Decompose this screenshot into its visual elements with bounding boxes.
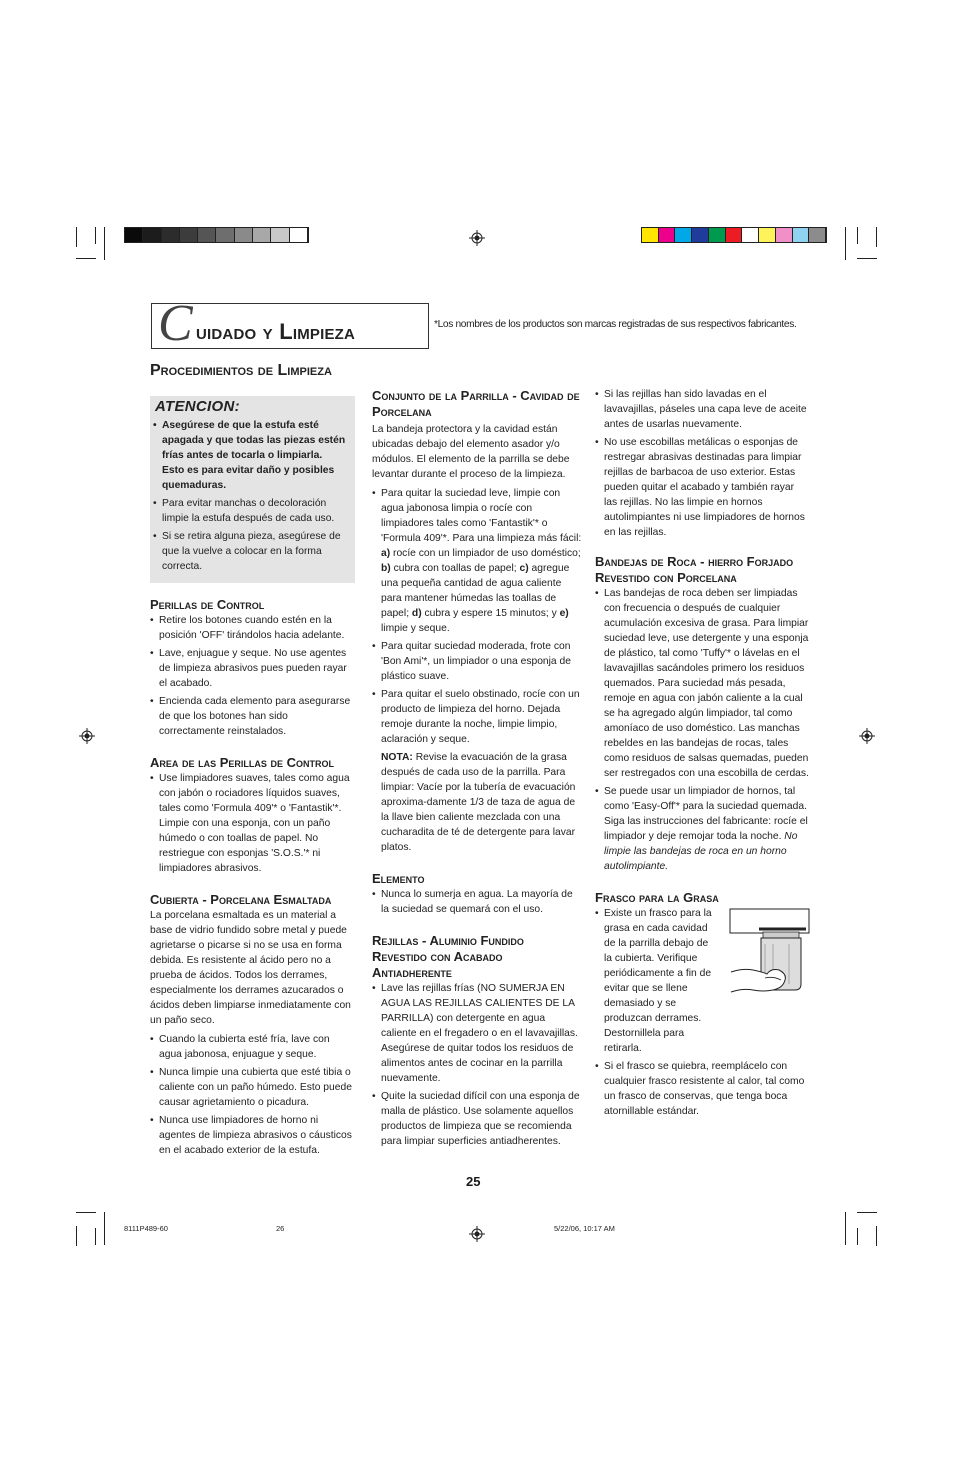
color-swatch xyxy=(759,228,776,242)
color-swatch xyxy=(290,228,308,242)
color-swatch xyxy=(216,228,234,242)
list-item: • Encienda cada elemento para asegurarse de que los botones han sido correctamente reinstalados. xyxy=(150,694,355,739)
color-swatch xyxy=(809,228,826,242)
crop-mark xyxy=(845,227,846,260)
gray-calibration-bar xyxy=(124,227,309,243)
color-swatch xyxy=(642,228,659,242)
subheading-perillas: Perillas de Control xyxy=(150,597,265,612)
list-item: • Use limpiadores suaves, tales como agua con jabón o rociadores líquidos suaves, tales como 'Formula 409'* o 'Fantastik'*. Limpie con una esponja, con un paño húmedo o con toallas de papel. No restriegue con esponjas 'S.O.S.'* ni limpiadores abrasivos. xyxy=(150,771,355,876)
attention-box xyxy=(150,396,355,583)
slug-page: 26 xyxy=(276,1224,285,1233)
column-2 xyxy=(372,388,582,1152)
list-item: • Nunca limpie una cubierta que esté tibia o caliente con un paño húmedo. Esto puede causar agrietamiento o picadura. xyxy=(150,1065,355,1110)
registration-mark-icon xyxy=(79,728,95,744)
crop-mark xyxy=(104,1212,105,1245)
crop-mark xyxy=(95,227,96,244)
crop-mark xyxy=(845,1212,846,1245)
subheading-elemento: Elemento xyxy=(372,871,425,886)
subheading-area: Area de las Perillas de Control xyxy=(150,755,335,770)
list-item: • Quite la suciedad difícil con una esponja de malla de plástico. Use solamente aquellos productos de limpieza que se recomienda para limpiar superficies antiadherentes. xyxy=(372,1089,582,1149)
color-swatch xyxy=(253,228,271,242)
color-swatch xyxy=(162,228,180,242)
color-swatch xyxy=(692,228,709,242)
crop-mark xyxy=(76,227,77,247)
list-item: • Nunca use limpiadores de horno ni agentes de limpieza abrasivos o cáusticos en el acabado exterior de la estufa. xyxy=(150,1113,355,1158)
slug-date: 5/22/06, 10:17 AM xyxy=(554,1224,615,1233)
subheading-conjunto: Conjunto de la Parrilla - Cavidad de Porcelana xyxy=(372,388,580,419)
crop-mark xyxy=(857,258,877,259)
page-number: 25 xyxy=(466,1174,481,1189)
list-item: • Para quitar la suciedad leve, limpie con agua jabonosa limpia o rocíe con limpiadores tales como 'Fantastik'* o 'Formula 409'*. Para una limpieza más fácil: a) rocíe con un limpiador de uso doméstico; b) cubra con toallas de papel; c) agregue una pequeña cantidad de agua caliente para mantener húmedas las toallas de papel; d) cubra y espere 15 minutos; y e) limpie y seque. xyxy=(372,486,582,636)
trademark-footnote: *Los nombres de los productos son marcas registradas de sus respectivos fabricantes. xyxy=(434,319,797,330)
attention-item: • Asegúrese de que la estufa esté apagada y que todas las piezas estén frías antes de tocarla o limpiarla. Esto es para evitar daño y posibles quemaduras. xyxy=(153,418,347,493)
list-item: • Las bandejas de roca deben ser limpiadas con frecuencia o después de cualquier acumulación excesiva de grasa. Para limpiar suciedad leve, use detergente y una esponja de plástico, tal como 'Tuffy'* o lávelas en el lavavajillas sacándoles primero los residuos quemados. Para suciedad más pesada, remoje en agua con jabón caliente a la cual se ha agregado algún limpiador, tal como amoníaco de uso doméstico. Las manchas rebeldes en las bandejas de rocas, tales como residuos de salsas quemadas, pueden ser restregados con una escobilla de cerdas. xyxy=(595,586,810,781)
subheading-frasco: Frasco para la Grasa xyxy=(595,890,719,905)
crop-mark xyxy=(76,1226,77,1246)
grease-jar-illustration xyxy=(729,908,811,1000)
list-item: • Si el frasco se quiebra, reemplácelo con cualquier frasco resistente al calor, tal como un frasco de conservas, que tenga boca atornillable estándar. xyxy=(595,1059,810,1119)
crop-mark xyxy=(95,1228,96,1245)
crop-mark xyxy=(857,1228,858,1245)
title-initial: C xyxy=(158,295,193,352)
color-swatch xyxy=(271,228,289,242)
column-1 xyxy=(150,396,355,1161)
color-swatch xyxy=(180,228,198,242)
list-item: • Nunca lo sumerja en agua. La mayoría de la suciedad se quemará con el uso. xyxy=(372,887,582,917)
list-item: • Para quitar suciedad moderada, frote con 'Bon Ami'*, un limpiador o una esponja de plástico suave. xyxy=(372,639,582,684)
crop-mark xyxy=(857,227,858,244)
color-swatch xyxy=(709,228,726,242)
crop-mark xyxy=(876,227,877,247)
crop-mark xyxy=(104,227,105,260)
list-item: • Existe un frasco para la grasa en cada cavidad de la parrilla debajo de la cubierta. Verifique periódicamente a fin de evitar que se llene demasiado y se produzcan derrames. Destornillela para retirarla. xyxy=(595,906,716,1056)
title-box xyxy=(151,295,429,352)
color-swatch xyxy=(793,228,810,242)
color-swatch xyxy=(143,228,161,242)
column-3 xyxy=(595,387,810,1122)
paragraph: La bandeja protectora y la cavidad están ubicadas debajo del elemento asador y/o módulos. El elemento de la parrilla se debe levantar durante el proceso de la limpieza. xyxy=(372,424,570,480)
crop-mark xyxy=(857,1212,877,1213)
note: NOTA: Revise la evacuación de la grasa después de cada uso de la parrilla. Para limpiar: Vacíe por la tubería de evacuación aproxima-damente 1/3 de taza de agua de la llave bien caliente mezclada con una cucharadita de té de detergente para lavar platos. xyxy=(381,752,576,853)
color-swatch xyxy=(675,228,692,242)
color-swatch xyxy=(235,228,253,242)
section-heading: Procedimientos de Limpieza xyxy=(150,362,332,379)
attention-item: • Para evitar manchas o decoloración limpie la estufa después de cada uso. xyxy=(153,496,347,526)
color-swatch xyxy=(742,228,759,242)
page-title: uidado y Limpieza xyxy=(196,319,356,344)
list-item: • Lave las rejillas frías (NO SUMERJA EN AGUA LAS REJILLAS CALIENTES DE LA PARRILLA) con detergente en agua caliente en el fregadero o en el lavavajillas. Asegúrese de quitar todos los residuos de alimentos antes de cocinar en la parrilla nuevamente. xyxy=(372,981,582,1086)
list-item: • No use escobillas metálicas o esponjas de restregar abrasivas destinadas para limpiar rejillas de barbacoa de uso exterior. Estas pueden quitar el acabado y también rayar las rejillas. No las limpie en hornos autolimpiantes ni use limpiadores de hornos en las rejillas. xyxy=(595,435,810,540)
subheading-rejillas: Rejillas - Aluminio Fundido Revestido con Acabado Antiadherente xyxy=(372,933,524,980)
color-swatch xyxy=(726,228,743,242)
registration-mark-icon xyxy=(469,230,485,246)
list-item: • Para quitar el suelo obstinado, rocíe con un producto de limpieza del horno. Dejada remoje durante la noche, limpie limpio, aclaración y seque. xyxy=(372,687,582,747)
paragraph: La porcelana esmaltada es un material a base de vidrio fundido sobre metal y puede agrietarse o picarse si no se usa en forma debida. Es resistente al ácido pero no a prueba de ácidos. Todos los derrames, especialmente los derrames azucarados o ácidos deben limpiarse inmediatamente con un paño seco. xyxy=(150,910,351,1026)
list-item: • Si las rejillas han sido lavadas en el lavavajillas, páseles una capa leve de aceite antes de usarlas nuevamente. xyxy=(595,387,810,432)
color-swatch xyxy=(125,228,143,242)
registration-mark-icon xyxy=(859,728,875,744)
crop-mark xyxy=(876,1226,877,1246)
list-item: • Retire los botones cuando estén en la posición 'OFF' tirándolos hacia adelante. xyxy=(150,613,355,643)
slug-file: 8111P489-60 xyxy=(124,1224,168,1233)
color-swatch xyxy=(776,228,793,242)
frasco-block xyxy=(595,906,810,1119)
color-calibration-bar xyxy=(641,227,827,243)
color-swatch xyxy=(659,228,676,242)
attention-item: • Si se retira alguna pieza, asegúrese de que la vuelve a colocar en la forma correcta. xyxy=(153,529,347,574)
registration-mark-icon xyxy=(469,1226,485,1242)
attention-title: ATENCION: xyxy=(155,398,240,415)
crop-mark xyxy=(76,1212,96,1213)
color-swatch xyxy=(198,228,216,242)
subheading-cubierta: Cubierta - Porcelana Esmaltada xyxy=(150,892,332,907)
list-item: • Se puede usar un limpiador de hornos, tal como 'Easy-Off'* para la suciedad quemada. Siga las instrucciones del fabricante: rocíe el limpiador y deje remojar toda la noche. No limpie las bandejas de roca en un horno autolimpiante. xyxy=(595,784,810,874)
subheading-bandejas: Bandejas de Roca - hierro Forjado Revestido con Porcelana xyxy=(595,554,794,585)
crop-mark xyxy=(76,258,96,259)
list-item: • Lave, enjuague y seque. No use agentes de limpieza abrasivos pues pueden rayar el acabado. xyxy=(150,646,355,691)
list-item: • Cuando la cubierta esté fría, lave con agua jabonosa, enjuague y seque. xyxy=(150,1032,355,1062)
